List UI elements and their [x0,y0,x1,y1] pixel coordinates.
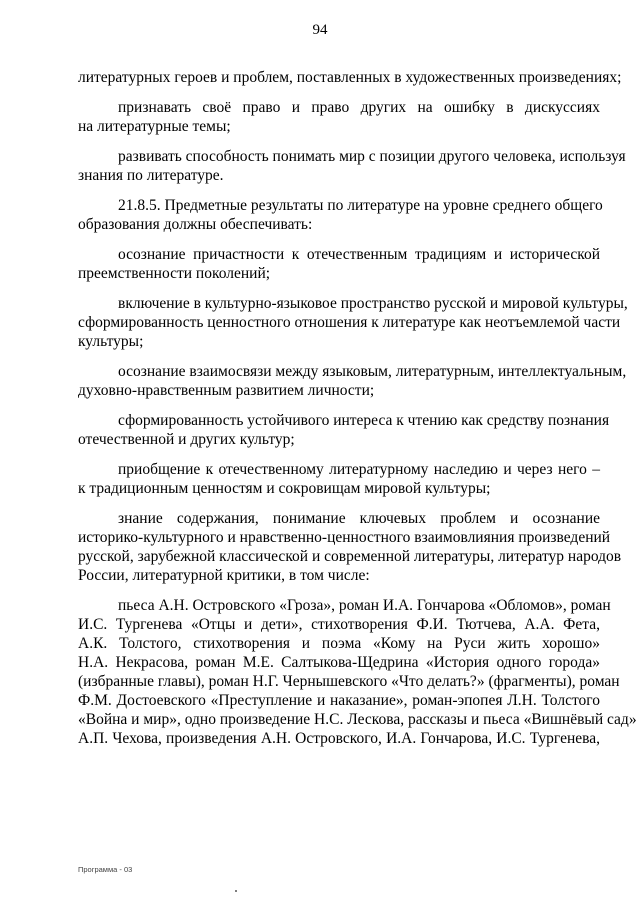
text-line: к традиционным ценностям и сокровищам мировой культуры; [78,480,491,497]
text-line: (избранные главы), роман Н.Г. Чернышевского «Что делать?» (фрагменты), роман [78,673,620,690]
text-line: развивать способность понимать мир с позиции другого человека, используя [118,148,626,165]
text-line: «Война и мир», одно произведение Н.С. Лескова, рассказы и пьеса «Вишнёвый сад» [78,711,637,728]
text-line: осознание взаимосвязи между языковым, литературным, интеллектуальным, [118,363,627,380]
paragraph [78,68,622,87]
paragraph [78,294,628,351]
text-line: образования должны обеспечивать: [78,216,313,233]
text-line: преемственности поколений; [78,265,271,282]
text-line: знание содержания, понимание ключевых проблем и осознание [118,510,600,527]
text-line: включение в культурно-языковое пространство русской и мировой культуры, [118,295,628,312]
paragraph [78,362,627,400]
text-line: сформированность устойчивого интереса к чтению как средству познания [118,412,610,429]
paragraph [78,98,600,136]
text-line: сформированность ценностного отношения к литературе как неотъемлемой части [78,314,621,331]
text-line: 21.8.5. Предметные результаты по литературе на уровне среднего общего [118,197,603,214]
paragraph [78,245,600,283]
paragraph [78,411,610,449]
text-line: И.С. Тургенева «Отцы и дети», стихотворения Ф.И. Тютчева, А.А. Фета, [78,616,600,633]
text-line: духовно-нравственным развитием личности; [78,382,375,399]
scan-speck [235,890,237,892]
text-line: Ф.М. Достоевского «Преступление и наказание», роман-эпопея Л.Н. Толстого [78,692,600,709]
paragraph [78,196,603,234]
text-line: историко-культурного и нравственно-ценностного взаимовлияния произведений [78,529,611,546]
document-body [78,68,637,759]
paragraph [78,147,626,185]
text-line: Н.А. Некрасова, роман М.Е. Салтыкова-Щедрина «История одного города» [78,654,600,671]
text-line: пьеса А.Н. Островского «Гроза», роман И.А. Гончарова «Обломов», роман [118,597,611,614]
text-line: России, литературной критики, в том числе: [78,567,370,584]
text-line: признавать своё право и право других на ошибку в дискуссиях [118,99,600,116]
page-number: 94 [312,22,328,38]
text-line: культуры; [78,333,144,350]
text-line: на литературные темы; [78,118,231,135]
text-line: А.П. Чехова, произведения А.Н. Островского, И.А. Гончарова, И.С. Тургенева, [78,730,600,747]
text-line: литературных героев и проблем, поставленных в художественных произведениях; [78,69,622,86]
paragraph [78,509,622,585]
paragraph [78,596,637,748]
footer-label: Программа - 03 [78,865,133,874]
text-line: А.К. Толстого, стихотворения и поэма «Кому на Руси жить хорошо» [78,635,600,652]
text-line: приобщение к отечественному литературному наследию и через него – [118,461,600,478]
text-line: отечественной и других культур; [78,431,295,448]
paragraph [78,460,600,498]
text-line: русской, зарубежной классической и современной литературы, литератур народов [78,548,622,565]
text-line: осознание причастности к отечественным традициям и исторической [118,246,600,263]
text-line: знания по литературе. [78,167,224,184]
